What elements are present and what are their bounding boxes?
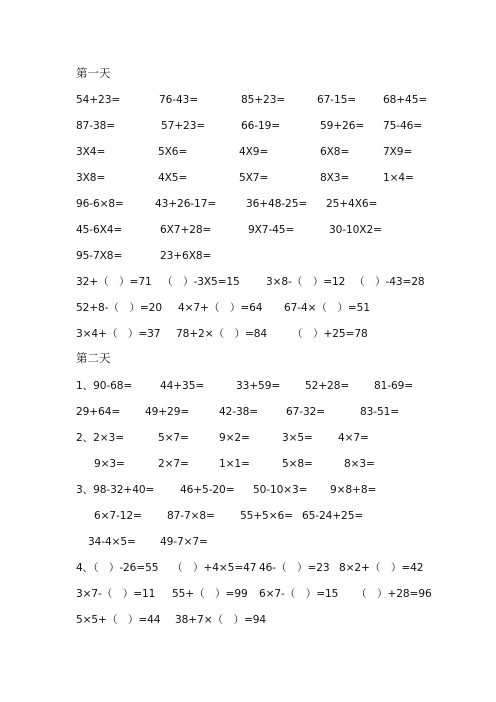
day1-heading: 第一天 — [76, 66, 111, 80]
problem: （ ）-43=28 — [354, 276, 425, 288]
problem: 46+5-20= — [180, 484, 235, 496]
problem: 3×7-（ ）=11 — [76, 588, 156, 600]
problem: 2、2×3= — [76, 432, 124, 444]
problem: 3X8= — [76, 172, 106, 184]
problem: 38+7×（ ）=94 — [175, 614, 267, 626]
problem: 5×8= — [282, 458, 313, 470]
problem: 42-38= — [219, 406, 259, 418]
problem: 1×4= — [383, 172, 414, 184]
problem: 4X9= — [239, 146, 269, 158]
problem: 23+6X8= — [160, 250, 212, 262]
problem: 3×4+（ ）=37 — [76, 328, 161, 340]
day1-row-7 — [0, 248, 496, 264]
problem: 44+35= — [160, 380, 205, 392]
problem: 9×3= — [94, 458, 125, 470]
problem: 1、90-68= — [76, 380, 133, 392]
problem: 9×8+8= — [330, 484, 377, 496]
problem: 4、（ ）-26=55 — [76, 562, 159, 574]
problem: 30-10X2= — [329, 224, 382, 236]
day2-row-2 — [0, 404, 496, 420]
problem: 36+48-25= — [246, 198, 308, 210]
day2-row-3 — [0, 430, 496, 446]
problem: 87-7×8= — [167, 510, 215, 522]
problem: 52+28= — [305, 380, 350, 392]
problem: 46-（ ）=23 — [259, 562, 330, 574]
problem: 75-46= — [383, 120, 423, 132]
day2-row-5 — [0, 482, 496, 498]
problem: 50-10×3= — [253, 484, 308, 496]
day1-row-5 — [0, 196, 496, 212]
problem: 6×7-12= — [94, 510, 142, 522]
day2-row-9 — [0, 586, 496, 602]
problem: 67-15= — [317, 94, 357, 106]
day1-row-1 — [0, 92, 496, 108]
problem: 57+23= — [161, 120, 206, 132]
problem: 9X7-45= — [248, 224, 295, 236]
problem: 3、98-32+40= — [76, 484, 155, 496]
problem: 1×1= — [219, 458, 250, 470]
problem: 3×5= — [282, 432, 313, 444]
problem: 68+45= — [383, 94, 428, 106]
problem: 52+8-（ ）=20 — [76, 302, 162, 314]
day2-row-6 — [0, 508, 496, 524]
problem: 67-32= — [286, 406, 326, 418]
problem: 34-4×5= — [88, 536, 136, 548]
day1-row-10 — [0, 326, 496, 342]
problem: 95-7X8= — [76, 250, 123, 262]
problem: 96-6×8= — [76, 198, 124, 210]
day2-row-8 — [0, 560, 496, 576]
problem: 81-69= — [374, 380, 414, 392]
day2-heading: 第二天 — [76, 351, 111, 365]
problem: 5X7= — [239, 172, 269, 184]
problem: 4×7+（ ）=64 — [178, 302, 263, 314]
day1-row-3 — [0, 144, 496, 160]
problem: 66-19= — [241, 120, 281, 132]
problem: 4X5= — [158, 172, 188, 184]
problem: （ ）-3X5=15 — [162, 276, 240, 288]
problem: 8X3= — [320, 172, 350, 184]
day1-row-4 — [0, 170, 496, 186]
problem: 55+5×6= — [240, 510, 293, 522]
problem: 4×7= — [338, 432, 369, 444]
problem: 83-51= — [360, 406, 400, 418]
day1-row-8 — [0, 274, 496, 290]
problem: 54+23= — [76, 94, 121, 106]
problem: 85+23= — [241, 94, 286, 106]
problem: 43+26-17= — [155, 198, 217, 210]
problem: 49-7×7= — [160, 536, 208, 548]
problem: 45-6X4= — [76, 224, 123, 236]
day2-row-4 — [0, 456, 496, 472]
problem: 6X8= — [320, 146, 350, 158]
problem: 76-43= — [159, 94, 199, 106]
day2-row-7 — [0, 534, 496, 550]
problem: （ ）+25=78 — [292, 328, 368, 340]
problem: 49+29= — [145, 406, 190, 418]
problem: 5×7= — [158, 432, 189, 444]
problem: 3×8-（ ）=12 — [266, 276, 346, 288]
day1-row-6 — [0, 222, 496, 238]
problem: 65-24+25= — [302, 510, 364, 522]
problem: 7X9= — [383, 146, 413, 158]
problem: 9×2= — [219, 432, 250, 444]
problem: 5×5+（ ）=44 — [76, 614, 161, 626]
problem: 67-4×（ ）=51 — [284, 302, 370, 314]
problem: 32+（ ）=71 — [76, 276, 152, 288]
day2-row-1 — [0, 378, 496, 394]
problem: （ ）+28=96 — [356, 588, 432, 600]
day1-row-9 — [0, 300, 496, 316]
problem: 3X4= — [76, 146, 106, 158]
problem: 8×2+（ ）=42 — [339, 562, 424, 574]
problem: 25+4X6= — [326, 198, 378, 210]
day1-row-2 — [0, 118, 496, 134]
problem: 29+64= — [76, 406, 121, 418]
problem: 33+59= — [236, 380, 281, 392]
problem: 6×7-（ ）=15 — [259, 588, 339, 600]
problem: 8×3= — [344, 458, 375, 470]
problem: 87-38= — [76, 120, 116, 132]
problem: 5X6= — [158, 146, 188, 158]
day2-row-10 — [0, 612, 496, 628]
problem: 6X7+28= — [160, 224, 212, 236]
problem: （ ）+4×5=47 — [172, 562, 257, 574]
problem: 55+（ ）=99 — [172, 588, 248, 600]
problem: 2×7= — [158, 458, 189, 470]
problem: 78+2×（ ）=84 — [176, 328, 268, 340]
problem: 59+26= — [320, 120, 365, 132]
